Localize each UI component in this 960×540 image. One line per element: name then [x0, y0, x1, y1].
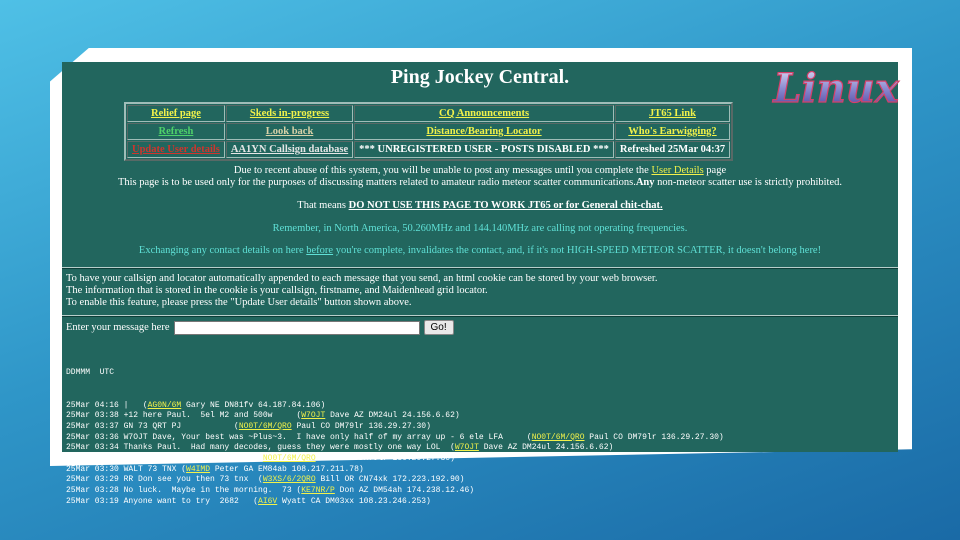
cookie-line-2: The information that is stored in the cookie is your callsign, firstname, and Maidenhead grid locator.: [66, 285, 488, 296]
linux-logo: [774, 62, 898, 114]
callsign-link[interactable]: KE7NR/P: [301, 486, 335, 496]
nav-row: [127, 105, 730, 122]
message-input[interactable]: [174, 321, 420, 335]
nav-status-text: Refreshed 25Mar 04:37: [619, 144, 726, 155]
nav-table: [124, 102, 733, 161]
means-notice: [62, 200, 898, 211]
log-entry: [66, 433, 896, 444]
browser-page: [62, 62, 899, 506]
nav-cell: [226, 141, 353, 158]
nav-link-cq-announcements[interactable]: CQ Announcements: [438, 108, 530, 119]
exchange-text-end: you're complete, invalidates the contact, and, if it's not HIGH-SPEED METEOR SCATTER, it doesn't belong here!: [333, 245, 822, 256]
log-message: 25Mar 04:16 | (: [66, 400, 148, 410]
nav-link-jt65-link[interactable]: JT65 Link: [648, 108, 696, 119]
log-sender-info: Wyatt CA DM03xx 108.23.246.253): [277, 496, 431, 506]
log-entry: [66, 401, 896, 412]
log-entry: [66, 475, 896, 486]
log-message: 25Mar 03:37 GN 73 QRT PJ (: [66, 421, 239, 431]
nav-link-aa1yn-callsign-database[interactable]: AA1YN Callsign database: [230, 144, 349, 155]
nav-cell: [127, 141, 225, 158]
log-sender-info: Paul CO DM79lr 136.29.27.30): [315, 454, 455, 464]
logo-text: Linux: [773, 65, 899, 112]
exchange-text: Exchanging any contact details on here: [138, 245, 307, 256]
go-button[interactable]: Go!: [424, 320, 454, 335]
log-entry: [66, 486, 896, 497]
callsign-link[interactable]: NO0T/6M/QRO: [531, 432, 585, 442]
user-details-link[interactable]: User Details: [651, 165, 704, 176]
nav-cell: [615, 123, 730, 140]
exchange-notice: [62, 245, 898, 256]
nav-status-text: *** UNREGISTERED USER - POSTS DISABLED ***: [359, 144, 609, 155]
log-sender-info: Peter GA EM84ab 108.217.211.78): [210, 464, 364, 474]
log-sender-info: Gary NE DN81fv 64.187.84.106): [181, 400, 326, 410]
cookie-line-1: To have your callsign and locator automatically appended to each message that you send, an html cookie can be stored by your web browser.: [66, 273, 658, 284]
nav-cell: [226, 123, 353, 140]
callsign-link[interactable]: AI6V: [258, 496, 278, 506]
log-message: 25Mar 03:19 Anyone want to try 2682 (: [66, 496, 259, 506]
log-sender-info: Dave AZ DM24ul 24.156.6.62): [325, 411, 460, 421]
log-sender-info: Bill OR CN74xk 172.223.192.90): [315, 475, 465, 485]
log-entry: [66, 497, 896, 508]
log-message: 25Mar 03:29 RR Don see you then 73 tnx (: [66, 475, 263, 485]
log-sender-info: Dave AZ DM24ul 24.156.6.62): [478, 443, 614, 453]
purpose-notice: [62, 177, 898, 188]
divider: [62, 315, 898, 317]
nav-cell: [127, 105, 225, 122]
cookie-info: [66, 273, 657, 309]
log-sender-info: Don AZ DM54ah 174.238.12.46): [334, 486, 475, 496]
nav-link-skeds-in-progress[interactable]: Skeds in-progress: [249, 108, 330, 119]
abuse-text-end: page: [703, 165, 727, 176]
means-warning: DO NOT USE THIS PAGE TO WORK JT65 or for General chit-chat.: [348, 200, 663, 211]
nav-cell: [354, 123, 614, 140]
message-form: [66, 320, 454, 335]
nav-cell: [354, 105, 614, 122]
nav-link-refresh[interactable]: Refresh: [158, 126, 194, 137]
log-entry: [66, 422, 896, 433]
nav-cell: [226, 105, 353, 122]
log-entry: [66, 465, 896, 476]
log-entry: [66, 411, 896, 422]
log-sender-info: Paul CO DM79lr 136.29.27.30): [291, 421, 431, 431]
log-message: 25Mar 03:38 +12 here Paul. 5el M2 and 500w (: [66, 411, 302, 421]
nav-row: [127, 123, 730, 140]
purpose-text-end: non-meteor scatter use is strictly prohibited.: [654, 177, 843, 188]
nav-link-distance-bearing-locator[interactable]: Distance/Bearing Locator: [426, 126, 542, 137]
log-message: 25Mar 03:34 Thanks Paul. Had many decodes, guess they were mostly one way LOL (: [66, 443, 455, 453]
callsign-link[interactable]: W7OJT: [454, 443, 479, 453]
callsign-link[interactable]: W7OJT: [301, 411, 326, 421]
log-message: 25Mar 03:30 WALT 73 TNX (: [66, 464, 187, 474]
purpose-bold: Any: [635, 177, 655, 188]
means-text: That means: [297, 200, 349, 211]
page-title: Ping Jockey Central.: [390, 66, 570, 88]
message-label: Enter your message here: [66, 322, 170, 333]
log-sender-info: Paul CO DM79lr 136.29.27.30): [584, 432, 724, 442]
callsign-link[interactable]: NO0T/6M/QRO: [262, 454, 316, 464]
callsign-link[interactable]: W3XS/6/2QRO: [262, 475, 316, 485]
cookie-line-3: To enable this feature, please press the "Update User details" button shown above.: [66, 297, 412, 308]
abuse-notice: [62, 165, 898, 176]
before-link[interactable]: before: [306, 245, 334, 256]
nav-link-who-s-earwigging[interactable]: Who's Earwigging?: [628, 126, 717, 137]
nav-cell: [127, 123, 225, 140]
nav-row: [127, 141, 730, 158]
nav-cell: [354, 141, 614, 158]
log-message: 25Mar 03:28 No luck. Maybe in the morning. 73 (: [66, 486, 302, 496]
callsign-link[interactable]: AG0N/6M: [147, 400, 182, 410]
callsign-link[interactable]: W4IMD: [186, 464, 211, 474]
log-entry: [66, 443, 896, 454]
nav-cell: [615, 141, 730, 158]
message-log: [66, 347, 896, 529]
log-message: 25Mar 03:36 W7OJT Dave, Your best was ~Plus~3. I have only half of my array up - 6 ele LFA (: [66, 432, 532, 442]
remember-notice: Remember, in North America, 50.260MHz and 144.140MHz are calling not operating frequencies.: [272, 223, 688, 234]
nav-cell: [615, 105, 730, 122]
purpose-text: This page is to be used only for the purposes of discussing matters related to amateur radio meteor scatter communications.: [117, 177, 636, 188]
nav-link-look-back[interactable]: Look back: [265, 126, 314, 137]
log-header: DDMMM UTC: [66, 368, 115, 378]
divider: [62, 267, 898, 269]
nav-link-update-user-details[interactable]: Update User details: [132, 144, 220, 155]
callsign-link[interactable]: NO0T/6M/QRO: [238, 421, 292, 431]
abuse-text: Due to recent abuse of this system, you will be unable to post any messages until you complete the: [233, 165, 652, 176]
nav-link-relief-page[interactable]: Relief page: [151, 108, 201, 119]
log-entry: [66, 454, 896, 465]
log-message: 25Mar 03:33 W7OJT Dave, thanks QSO - 73 (: [66, 454, 263, 464]
